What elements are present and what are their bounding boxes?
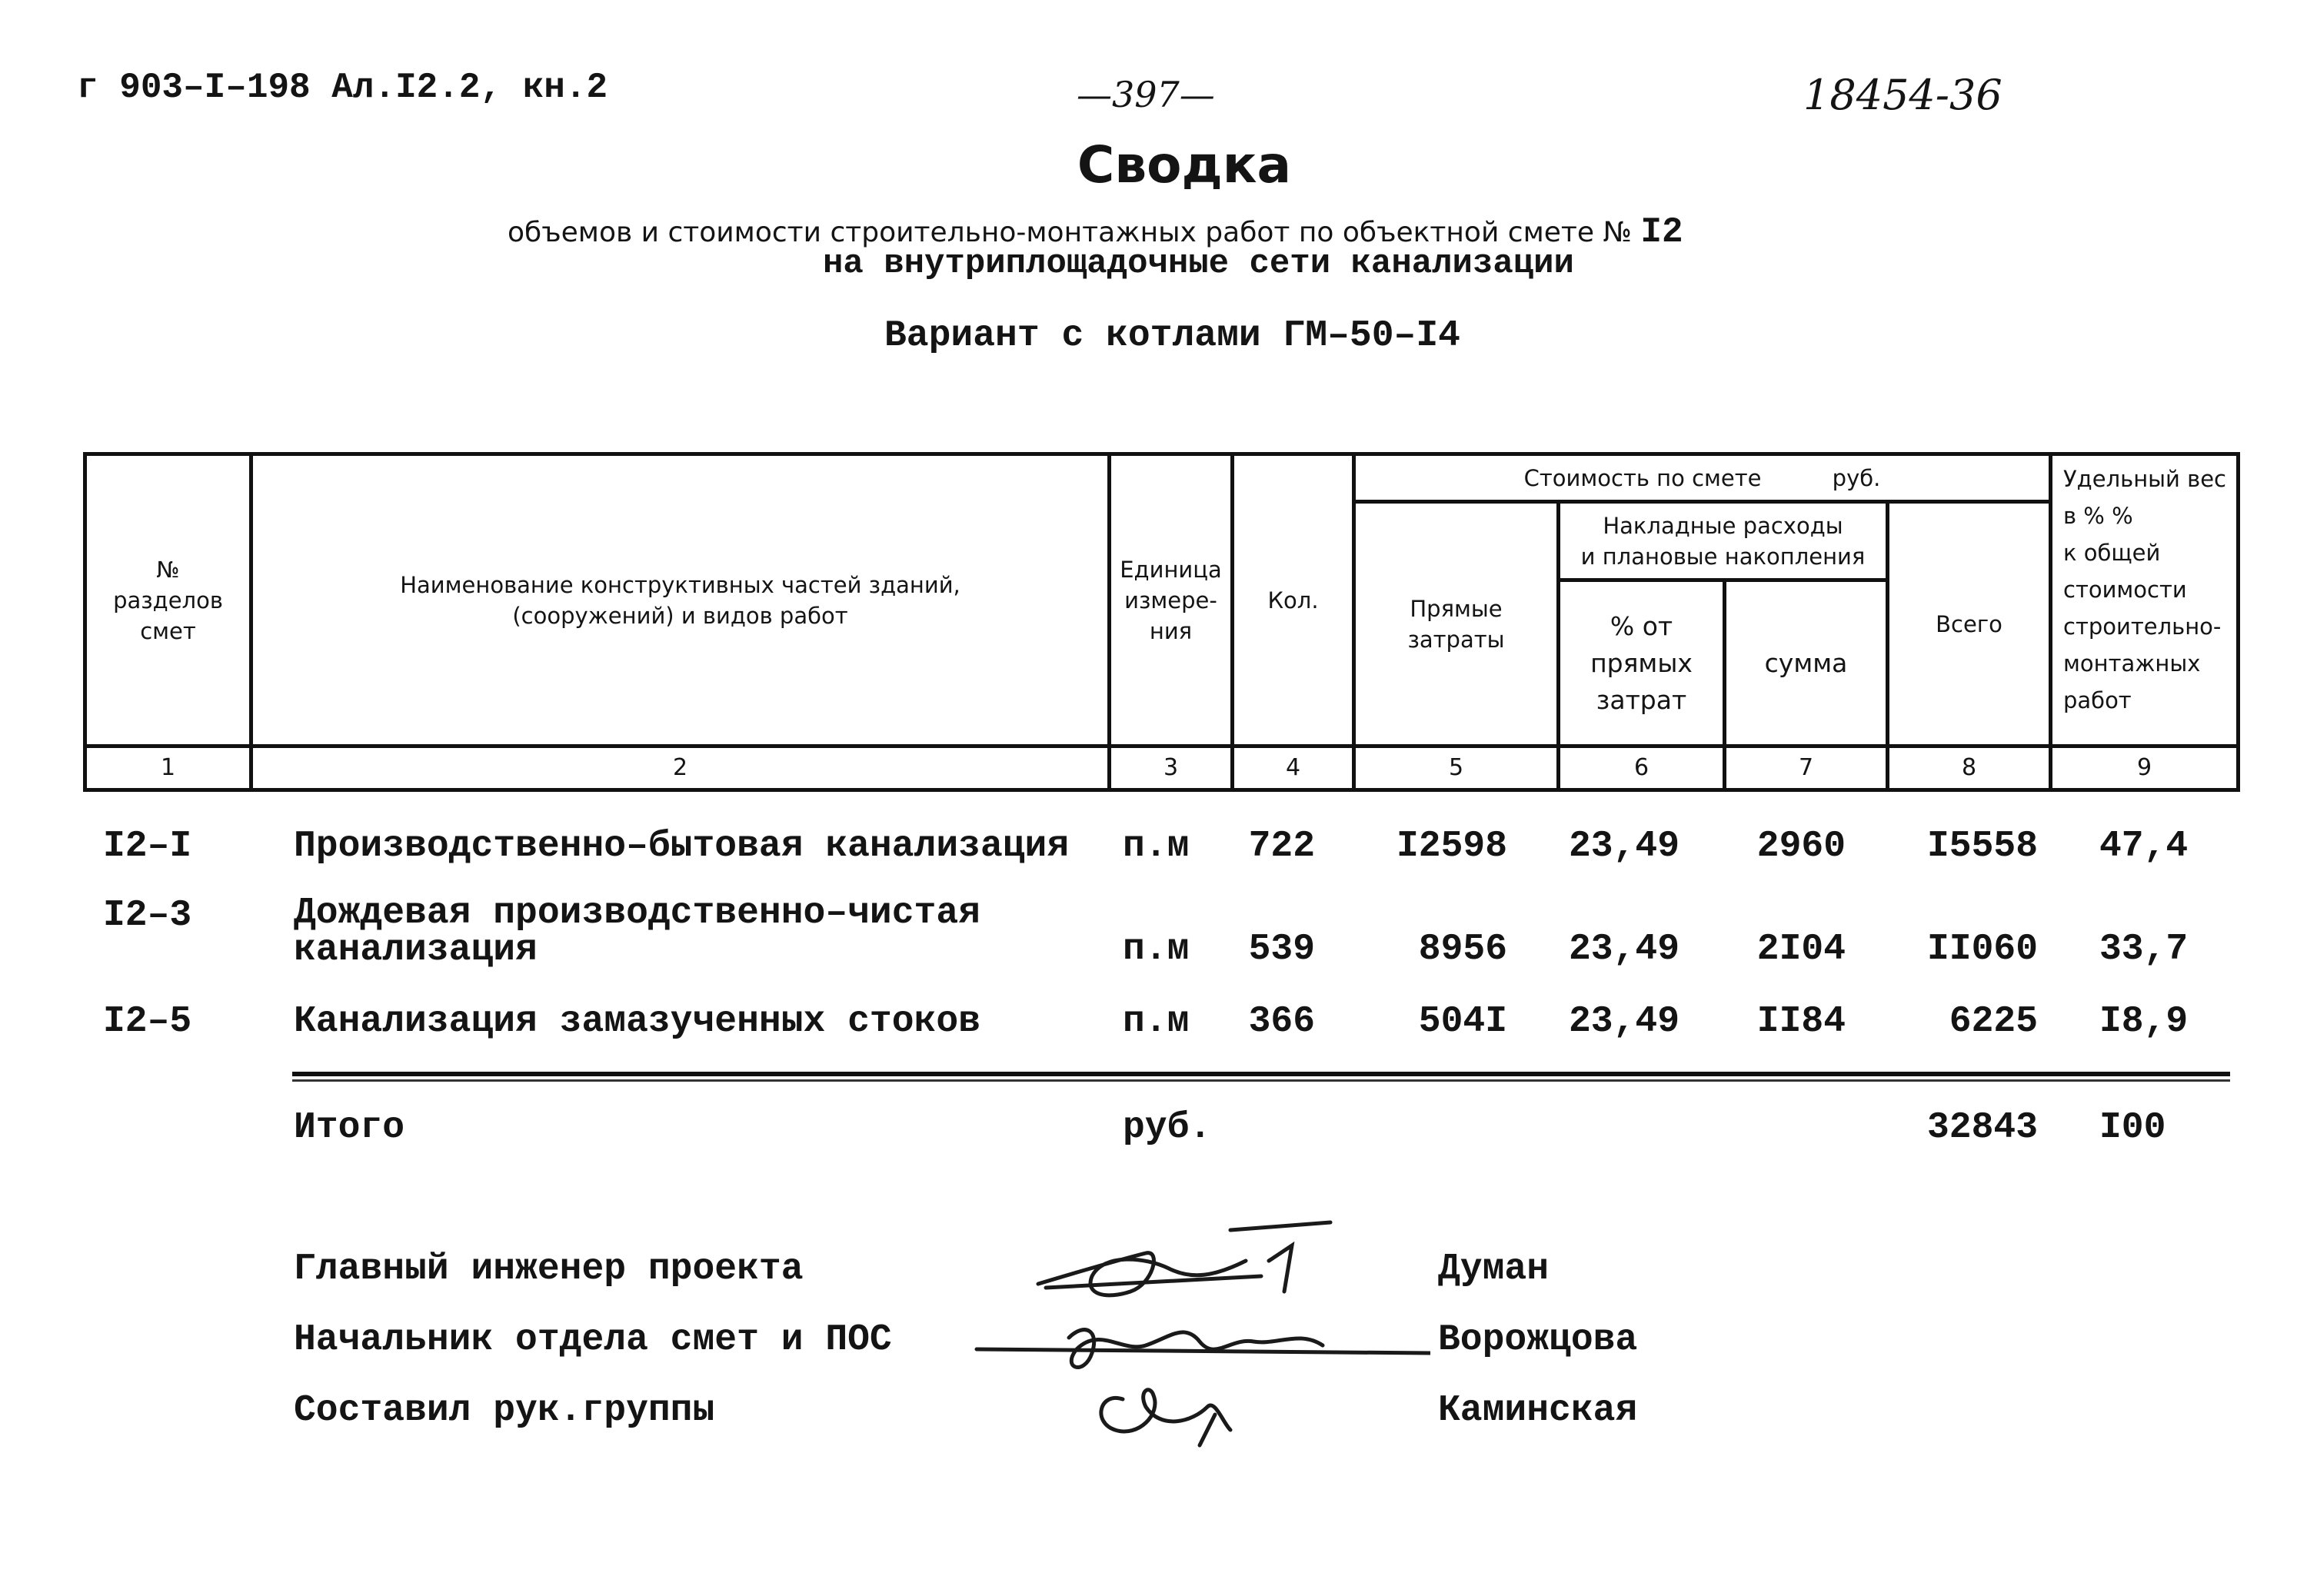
row-share: I8,9	[2099, 1001, 2189, 1042]
row-total: II060	[1926, 929, 2038, 970]
header-direct-costs: Прямые затраты	[1354, 502, 1559, 746]
column-number: 2	[251, 746, 1110, 790]
subtitle-text: объемов и стоимости строительно-монтажных работ по объектной смете №	[508, 217, 1632, 248]
row-unit: п.м	[1123, 826, 1190, 867]
total-share: I00	[2099, 1107, 2166, 1149]
row-total: I5558	[1926, 826, 2038, 867]
variant-line: Вариант с котлами ГМ–50–I4	[884, 315, 1460, 357]
row-qty: 539	[1248, 929, 1315, 970]
row-section-no: I2–I	[103, 826, 192, 867]
row-share: 33,7	[2099, 929, 2189, 970]
row-sum: II84	[1756, 1001, 1846, 1042]
column-number: 1	[85, 746, 251, 790]
signature-role: Главный инженер проекта	[294, 1249, 804, 1290]
header-section-no: № разделов смет	[85, 454, 251, 746]
header-total: Всего	[1888, 502, 2051, 746]
signature-name: Думан	[1438, 1249, 1550, 1290]
row-unit: п.м	[1123, 929, 1190, 970]
signature-role: Начальник отдела смет и ПОС	[294, 1319, 892, 1361]
row-name: Канализация замазученных стоков	[294, 1001, 980, 1042]
column-number: 6	[1559, 746, 1725, 790]
header-share: Удельный вес в % % к общей стоимости строительно- монтажных работ	[2051, 454, 2239, 746]
row-percent: 23,49	[1569, 929, 1680, 970]
column-number: 3	[1110, 746, 1233, 790]
summary-table-header	[83, 452, 2240, 792]
signature-name: Каминская	[1438, 1390, 1638, 1431]
total-sum: 32843	[1926, 1107, 2038, 1149]
column-number-row	[85, 746, 2239, 790]
column-number: 9	[2051, 746, 2239, 790]
row-share: 47,4	[2099, 826, 2189, 867]
signature-scribble-1	[1038, 1222, 1330, 1295]
header-qty: Кол.	[1233, 454, 1354, 746]
row-section-no: I2–5	[103, 1001, 192, 1042]
handwritten-signatures	[969, 1199, 1430, 1476]
row-name: Дождевая производственно–чистая канализация	[294, 893, 980, 971]
signature-row-department-head	[294, 1319, 892, 1361]
signature-scribble-3	[1101, 1390, 1230, 1445]
header-cost-group: Стоимость по смете руб.	[1354, 454, 2051, 502]
header-percent: % от прямых затрат	[1559, 580, 1725, 746]
column-number: 4	[1233, 746, 1354, 790]
column-number: 7	[1725, 746, 1888, 790]
document-code: г 903–I–198 Ал.I2.2, кн.2	[77, 68, 608, 108]
total-label: Итого	[294, 1107, 405, 1149]
row-sum: 2960	[1756, 826, 1846, 867]
row-percent: 23,49	[1569, 826, 1680, 867]
row-direct: I2598	[1396, 826, 1507, 867]
row-percent: 23,49	[1569, 1001, 1680, 1042]
signature-row-compiler	[294, 1390, 714, 1431]
row-section-no: I2–3	[103, 895, 192, 936]
signature-row-chief-engineer	[294, 1249, 804, 1290]
header-overhead-group: Накладные расходы и плановые накопления	[1559, 502, 1888, 580]
total-unit: руб.	[1123, 1107, 1212, 1149]
header-sum: сумма	[1725, 580, 1888, 746]
signature-name: Ворожцова	[1438, 1319, 1638, 1361]
row-unit: п.м	[1123, 1001, 1190, 1042]
row-sum: 2I04	[1756, 929, 1846, 970]
signature-role: Составил рук.группы	[294, 1390, 715, 1431]
document-title: Сводка	[1077, 135, 1292, 195]
header-unit: Единица измере- ния	[1110, 454, 1233, 746]
row-name: Производственно–бытовая канализация	[294, 826, 1070, 867]
row-direct: 504I	[1418, 1001, 1507, 1042]
total-divider	[292, 1072, 2230, 1076]
column-number: 8	[1888, 746, 2051, 790]
row-direct: 8956	[1418, 929, 1507, 970]
archive-number: 18454-36	[1803, 71, 2002, 119]
header-name: Наименование конструктивных частей зданий, (сооружений) и видов работ	[251, 454, 1110, 746]
page-number: —397—	[1077, 74, 1215, 115]
column-number: 5	[1354, 746, 1559, 790]
row-total: 6225	[1949, 1001, 2038, 1042]
total-divider-thin	[292, 1079, 2230, 1082]
signature-scribble-2	[977, 1330, 1430, 1368]
estimate-number: I2	[1640, 212, 1683, 252]
subtitle-line-2: на внутриплощадочные сети канализации	[823, 244, 1574, 283]
row-qty: 722	[1248, 826, 1315, 867]
row-qty: 366	[1248, 1001, 1315, 1042]
